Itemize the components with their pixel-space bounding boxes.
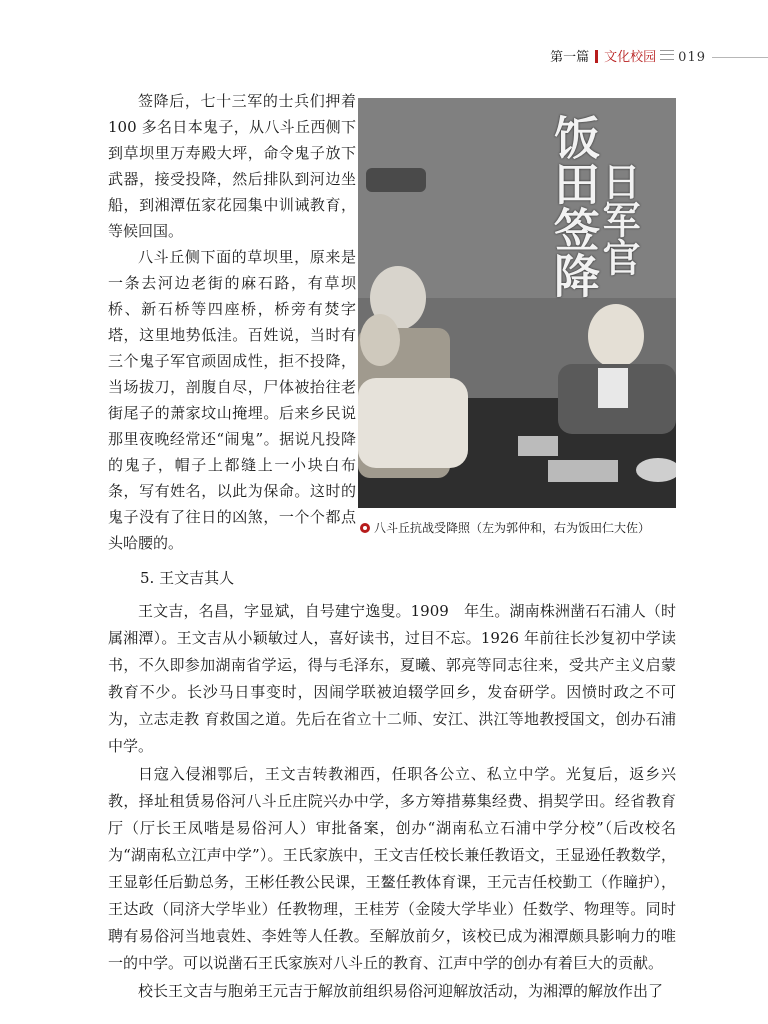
photo-illustration: [358, 98, 676, 508]
paragraph: 签降后，七十三军的士兵们押着 100 多名日本鬼子，从八斗丘西侧下到草坝里万寿殿大坪，命令鬼子放下武器，接受投降，然后排队到河边坐船，到湘潭伍家花园集中训诫教育，等候回国。: [108, 92, 356, 240]
left-column-text: [108, 88, 356, 556]
caption-bullet-icon: [360, 523, 370, 533]
paragraph: 八斗丘侧下面的草坝里，原来是一条去河边老街的麻石路，有草坝桥、新石桥等四座桥，桥旁有焚字塔，这里地势低洼。百姓说，当时有三个鬼子军官顽固成性，拒不投降，当场拔刀，剖腹自尽，尸体被抬往老街尾子的萧家坟山掩埋。后来乡民说那里夜晚经常还“闹鬼”。据说凡投降的鬼子，帽子上都缝上一小块白布条，写有姓名，以此为保命。这时的鬼子没有了往日的凶煞，一个个都点头哈腰的。: [108, 248, 356, 552]
photo-title-sub: 日军官: [596, 162, 641, 276]
caption-text: 八斗丘抗战受降照（左为郭仲和，右为饭田仁大佐）: [374, 521, 651, 535]
photo-caption: [360, 519, 650, 537]
header-divider: [595, 50, 598, 63]
header-rule: [712, 57, 768, 58]
section-heading: 5. 王文吉其人: [140, 569, 235, 587]
running-header: [550, 48, 706, 68]
photo-title-main: 饭田签降: [547, 114, 601, 298]
header-ornament-icon: [660, 50, 674, 60]
header-chapter: 文化校园: [604, 50, 657, 65]
page-number: 019: [678, 50, 706, 65]
paragraph: 校长王文吉与胞弟王元吉于解放前组织易俗河迎解放活动，为湘潭的解放作出了: [138, 982, 664, 1000]
historical-photo: [358, 98, 676, 508]
header-section: 第一篇: [550, 50, 590, 65]
page-header: [0, 48, 768, 68]
section-body: [108, 598, 676, 1006]
paragraph: 日寇入侵湘鄂后，王文吉转教湘西，任职各公立、私立中学。光复后，返乡兴教，择址租赁易俗河八斗丘庄院兴办中学，多方筹措募集经费、捐契学田。经省教育厅（厅长王凤喈是易俗河人）审批备案，创办“湖南私立石浦中学分校”（后改校名为“湖南私立江声中学”）。王氏家族中，王文吉任校长兼任教语文，王显逊任教数学，王显彰任后勤总务，王彬任教公民课，王鳌任教体育课，王元吉任校勤工（作瞳护），王达政（同济大学毕业）任教物理，王桂芳（金陵大学毕业）任数学、物理等。同时聘有易俗河当地袁姓、李姓等人任教。至解放前夕，该校已成为湘潭颇具影响力的唯一的中学。可以说凿石王氏家族对八斗丘的教育、江声中学的创办有着巨大的贡献。: [108, 765, 676, 972]
paragraph: 王文吉，名昌，字显斌，自号建宁逸叟。1909 年生。湖南株洲凿石石浦人（时属湘潭）。王文吉从小颖敏过人，喜好读书，过目不忘。1926 年前往长沙复初中学读书，不久即参加湖南省学运，得与毛泽东，夏曦、郭亮等同志往来，受共产主义启蒙教育不少。长沙马日事变时，因闹学联被迫辍学回乡，发奋研学。因愤时政之不可为，立志走教 育救国之道。先后在省立十二师、安江、洪江等地教授国文，创办石浦中学。: [108, 602, 676, 755]
